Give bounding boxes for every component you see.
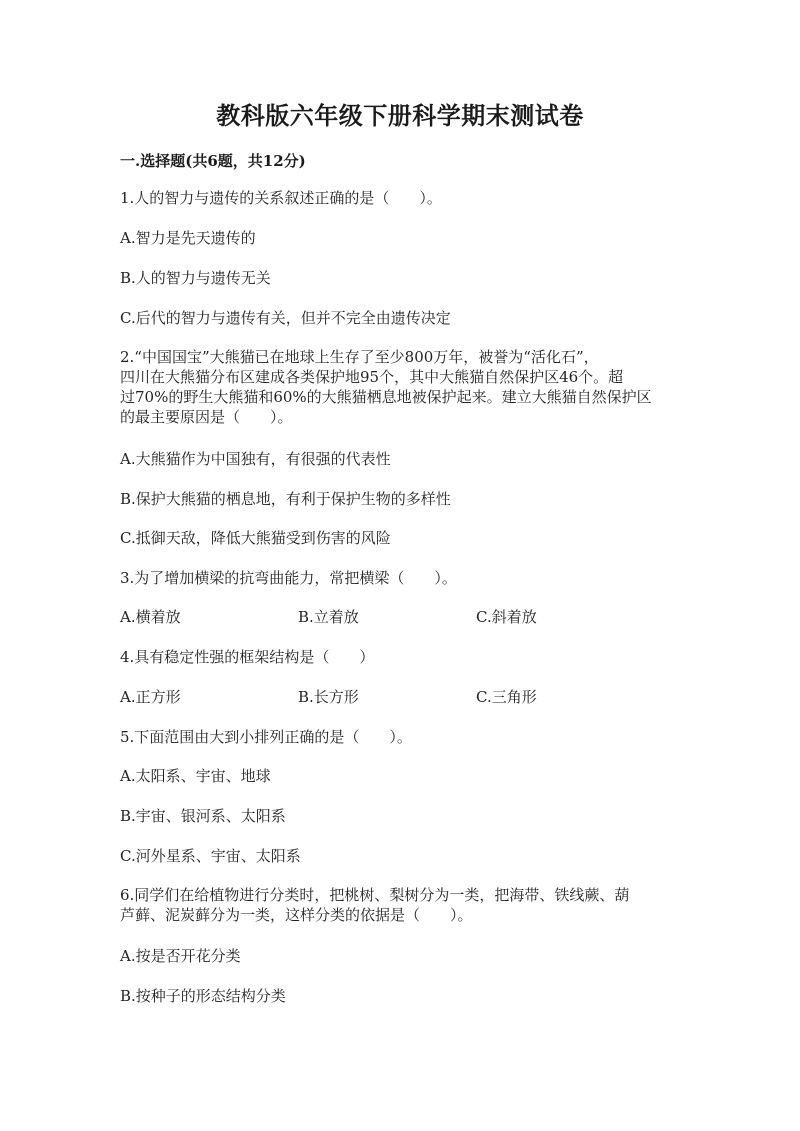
section-heading: 一.选择题(共6题，共12分) xyxy=(120,152,306,170)
question-6-stem-line: 芦藓、泥炭藓分为一类，这样分类的依据是（ ）。 xyxy=(120,906,473,924)
question-2-stem-line: 2.“中国国宝”大熊猫已在地球上生存了至少800万年，被誉为“活化石”， xyxy=(120,348,599,366)
question-4-stem: 4.具有稳定性强的框架结构是（ ） xyxy=(120,648,375,666)
question-1-option-b[interactable]: B.人的智力与遗传无关 xyxy=(120,269,271,287)
question-5-stem: 5.下面范围由大到小排列正确的是（ ）。 xyxy=(120,728,412,746)
question-2-option-a[interactable]: A.大熊猫作为中国独有，有很强的代表性 xyxy=(120,450,391,468)
question-2-stem-line: 过70%的野生大熊猫和60%的大熊猫栖息地被保护起来。建立大熊猫自然保护区 xyxy=(120,388,652,406)
question-2-stem-line: 四川在大熊猫分布区建成各类保护地95个，其中大熊猫自然保护区46个。超 xyxy=(120,368,624,386)
question-1-option-c[interactable]: C.后代的智力与遗传有关，但并不完全由遗传决定 xyxy=(120,309,451,327)
question-2-option-c[interactable]: C.抵御天敌，降低大熊猫受到伤害的风险 xyxy=(120,529,391,547)
question-6-stem xyxy=(120,885,680,925)
question-5-option-a[interactable]: A.太阳系、宇宙、地球 xyxy=(120,767,271,785)
question-2-option-b[interactable]: B.保护大熊猫的栖息地，有利于保护生物的多样性 xyxy=(120,490,451,508)
question-4-option-c[interactable]: C.三角形 xyxy=(476,688,537,706)
question-2-stem-line: 的最主要原因是（ ）。 xyxy=(120,408,293,426)
question-3-option-c[interactable]: C.斜着放 xyxy=(476,608,537,626)
question-3-option-b[interactable]: B.立着放 xyxy=(298,608,359,626)
question-5-option-c[interactable]: C.河外星系、宇宙、太阳系 xyxy=(120,847,301,865)
question-1-stem: 1.人的智力与遗传的关系叙述正确的是（ ）。 xyxy=(120,189,442,207)
question-6-option-a[interactable]: A.按是否开花分类 xyxy=(120,947,241,965)
question-6-stem-line: 6.同学们在给植物进行分类时，把桃树、梨树分为一类，把海带、铁线蕨、葫 xyxy=(120,886,630,904)
page-title: 教科版六年级下册科学期末测试卷 xyxy=(216,101,584,130)
question-4-option-b[interactable]: B.长方形 xyxy=(298,688,359,706)
question-4-option-a[interactable]: A.正方形 xyxy=(120,688,181,706)
question-5-option-b[interactable]: B.宇宙、银河系、太阳系 xyxy=(120,807,286,825)
question-3-option-a[interactable]: A.横着放 xyxy=(120,608,181,626)
question-2-stem xyxy=(120,347,680,427)
question-1-option-a[interactable]: A.智力是先天遗传的 xyxy=(120,229,256,247)
question-6-option-b[interactable]: B.按种子的形态结构分类 xyxy=(120,987,286,1005)
question-3-stem: 3.为了增加横梁的抗弯曲能力，常把横梁（ ）。 xyxy=(120,569,457,587)
